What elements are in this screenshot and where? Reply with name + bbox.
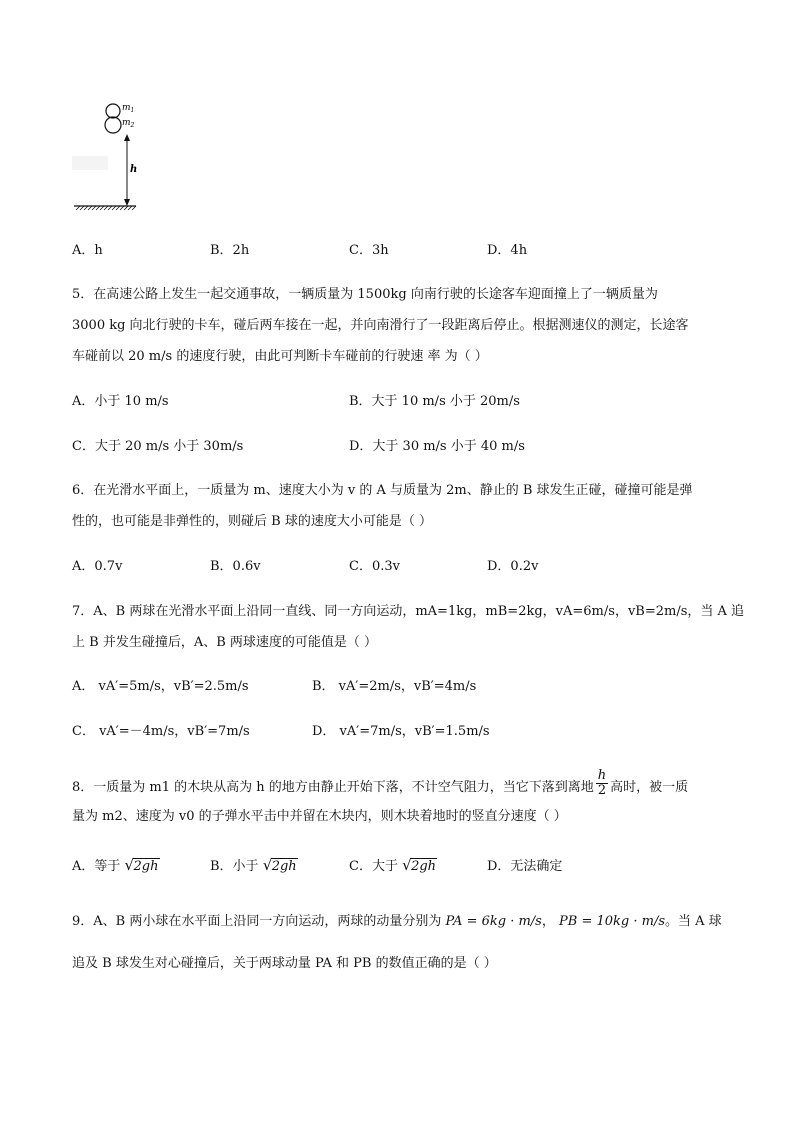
q7-stem-line2: 上 B 并发生碰撞后，A、B 两球速度的可能值是（ ） — [72, 635, 378, 650]
q4-option-d: D．4h — [487, 243, 528, 258]
q7-option-c: C． vA′=－4m/s，vB′=7m/s — [72, 724, 250, 739]
sqrt-2gh: √ 2gh — [402, 856, 437, 874]
q6-option-a: A．0.7v — [72, 559, 123, 574]
q8-stem-line1 — [72, 768, 689, 802]
q9-stem-part2: 。当 A 球 — [665, 914, 722, 929]
falling-balls-figure — [70, 98, 150, 216]
q9-stem-line1 — [72, 913, 722, 931]
q7-option-d: D． vA′=7m/s，vB′=1.5m/s — [312, 724, 490, 739]
q8-option-d: D．无法确定 — [487, 859, 563, 874]
q5-stem-line1: 5．在高速公路上发生一起交通事故，一辆质量为 1500kg 向南行驶的长途客车迎面撞上了一辆质量为 — [72, 287, 658, 302]
q5-option-d: D．大于 30 m/s 小于 40 m/s — [349, 439, 525, 454]
q6-option-d: D．0.2v — [487, 559, 539, 574]
label-m1: $m_1$ — [122, 103, 135, 114]
q7-option-b: B． vA′=2m/s，vB′=4m/s — [312, 679, 477, 694]
momentum-a: PA = 6kg · m/s — [445, 914, 542, 929]
q4-option-a: A．h — [72, 243, 103, 258]
q9-sep: ， — [541, 914, 555, 929]
ball-m2 — [105, 117, 121, 133]
q8-option-a: A．等于 √ 2gh — [72, 856, 159, 874]
q7-option-a: A． vA′=5m/s，vB′=2.5m/s — [72, 679, 249, 694]
q6-stem-line1: 6．在光滑水平面上，一质量为 m、速度大小为 v 的 A 与质量为 2m、静止的 B 球发生正碰，碰撞可能是弹 — [72, 483, 693, 498]
q5-stem-line2: 3000 kg 向北行驶的卡车，碰后两车接在一起，并向南滑行了一段距离后停止。根据测速仪的测定，长途客 — [72, 318, 689, 333]
q8-option-b: B．小于 √ 2gh — [210, 856, 297, 874]
q9-stem-part1: 9．A、B 两小球在水平面上沿同一方向运动，两球的动量分别为 — [72, 914, 442, 929]
sqrt-2gh: √ 2gh — [262, 856, 297, 874]
label-m2: $m_2$ — [122, 118, 135, 129]
q5-option-c: C．大于 20 m/s 小于 30m/s — [72, 439, 244, 454]
q8-stem-line2: 量为 m2、速度为 v0 的子弹水平击中并留在木块内，则木块着地时的竖直分速度（ ） — [72, 809, 567, 824]
q6-stem-line2: 性的，也可能是非弹性的，则碰后 B 球的速度大小可能是（ ） — [72, 514, 432, 529]
q9-stem-line2: 追及 B 球发生对心碰撞后，关于两球动量 PA 和 PB 的数值正确的是（ ） — [72, 956, 497, 971]
q5-stem-line3: 车碰前以 20 m/s 的速度行驶，由此可判断卡车碰前的行驶速 率 为（ ） — [72, 349, 488, 364]
q8-stem-part1: 8．一质量为 m1 的木块从高为 h 的地方由静止开始下落，不计空气阻力，当它下落到离地 — [72, 780, 594, 795]
ground-hatch — [76, 206, 136, 210]
q5-option-a: A．小于 10 m/s — [72, 394, 169, 409]
q6-option-b: B．0.6v — [210, 559, 261, 574]
q4-option-c: C．3h — [349, 243, 389, 258]
momentum-b: PB = 10kg · m/s — [559, 914, 665, 929]
q8-stem-part2: 高时，被一质 — [610, 780, 689, 795]
q6-option-c: C．0.3v — [349, 559, 400, 574]
label-h: h — [130, 164, 138, 175]
q4-option-b: B．2h — [210, 243, 250, 258]
h-over-2-fraction: $\frac{h}{2}$ — [597, 768, 607, 798]
sqrt-2gh: √ 2gh — [124, 856, 159, 874]
ball-m1 — [106, 104, 120, 118]
q8-option-c: C．大于 √ 2gh — [349, 856, 437, 874]
q5-option-b: B．大于 10 m/s 小于 20m/s — [349, 394, 520, 409]
q7-stem-line1: 7．A、B 两球在光滑水平面上沿同一直线、同一方向运动，mA=1kg，mB=2kg，vA=6m/s，vB=2m/s，当 A 追 — [72, 604, 745, 619]
